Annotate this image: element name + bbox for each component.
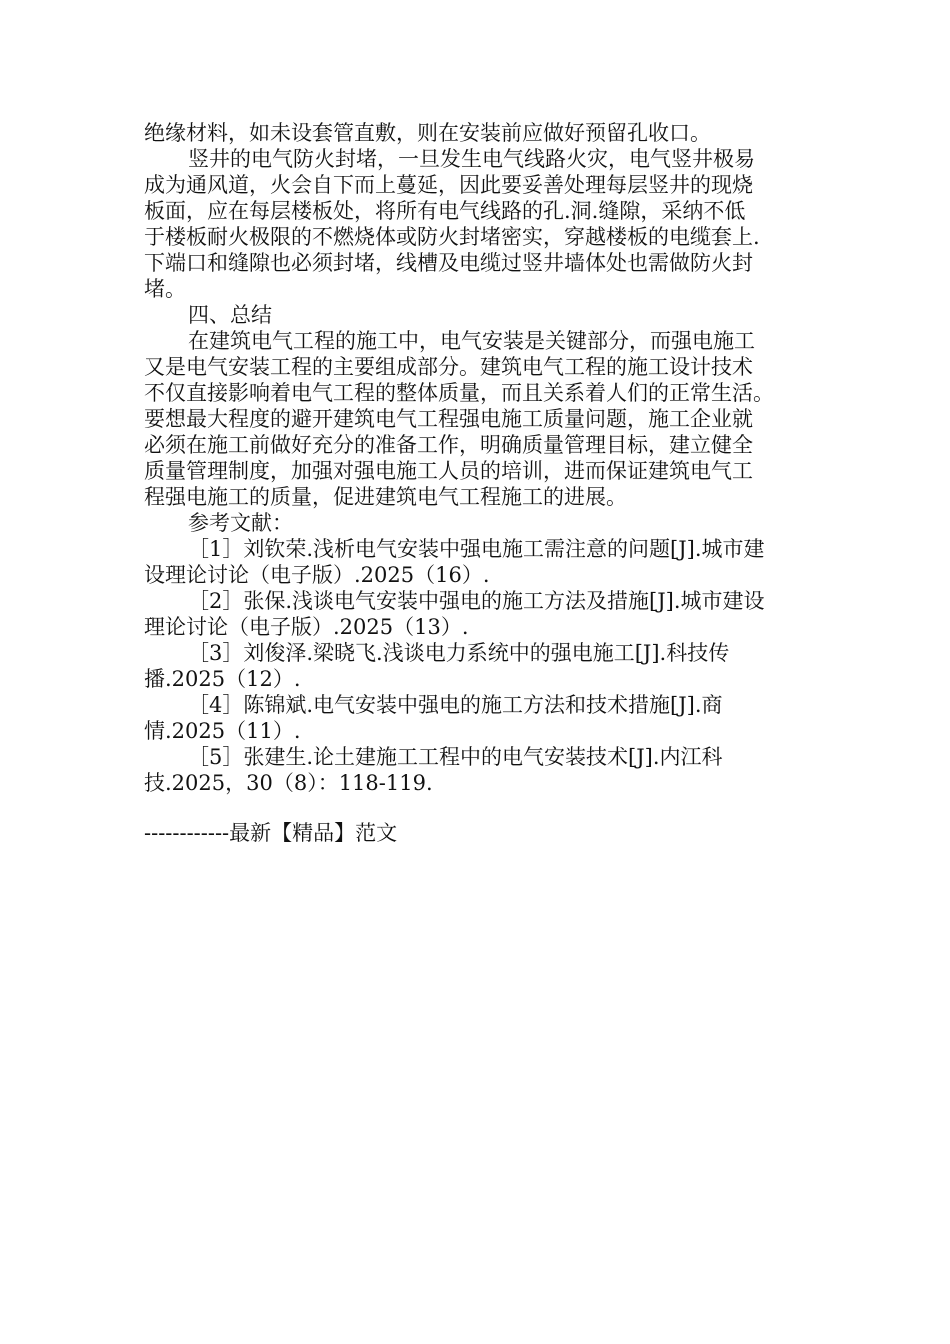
reference-line: ［5］张建生.论土建施工工程中的电气安装技术[J].内江科	[188, 745, 723, 769]
text-line: 绝缘材料，如未设套管直敷，则在安装前应做好预留孔收口。	[144, 121, 711, 145]
references-heading: 参考文献：	[188, 511, 293, 535]
reference-line: ［2］张保.浅谈电气安装中强电的施工方法及措施[J].城市建设	[188, 589, 765, 613]
reference-line: ［3］刘俊泽.梁晓飞.浅谈电力系统中的强电施工[J].科技传	[188, 641, 730, 665]
reference-line: ［1］刘钦荣.浅析电气安装中强电施工需注意的问题[J].城市建	[188, 537, 765, 561]
text-line: 板面，应在每层楼板处，将所有电气线路的孔.洞.缝隙，采纳不低	[144, 199, 746, 223]
text-line: 竖井的电气防火封堵，一旦发生电气线路火灾，电气竖井极易	[188, 147, 755, 171]
text-line: 必须在施工前做好充分的准备工作，明确质量管理目标，建立健全	[144, 433, 753, 457]
text-line: 成为通风道，火会自下而上蔓延，因此要妥善处理每层竖井的现烧	[144, 173, 753, 197]
text-line: 要想最大程度的避开建筑电气工程强电施工质量问题，施工企业就	[144, 407, 753, 431]
reference-line: 技.2025，30（8）：118-119.	[144, 771, 433, 795]
reference-line: 情.2025（11）.	[144, 719, 301, 743]
reference-line: 播.2025（12）.	[144, 667, 301, 691]
text-line: 不仅直接影响着电气工程的整体质量，而且关系着人们的正常生活。	[144, 381, 774, 405]
text-line: 堵。	[144, 277, 186, 301]
document-body	[144, 120, 810, 796]
section-heading: 四、总结	[188, 303, 272, 327]
text-line: 程强电施工的质量，促进建筑电气工程施工的进展。	[144, 485, 627, 509]
text-line: 又是电气安装工程的主要组成部分。建筑电气工程的施工设计技术	[144, 355, 753, 379]
footer-text: ------------最新【精品】范文	[144, 821, 398, 845]
reference-line: 设理论讨论（电子版）.2025（16）.	[144, 563, 490, 587]
text-line: 下端口和缝隙也必须封堵，线槽及电缆过竖井墙体处也需做防火封	[144, 251, 753, 275]
text-line: 在建筑电气工程的施工中，电气安装是关键部分，而强电施工	[188, 329, 755, 353]
reference-line: 理论讨论（电子版）.2025（13）.	[144, 615, 469, 639]
text-line: 于楼板耐火极限的不燃烧体或防火封堵密实，穿越楼板的电缆套上.	[144, 225, 760, 249]
text-line: 质量管理制度，加强对强电施工人员的培训，进而保证建筑电气工	[144, 459, 753, 483]
reference-line: ［4］陈锦斌.电气安装中强电的施工方法和技术措施[J].商	[188, 693, 723, 717]
